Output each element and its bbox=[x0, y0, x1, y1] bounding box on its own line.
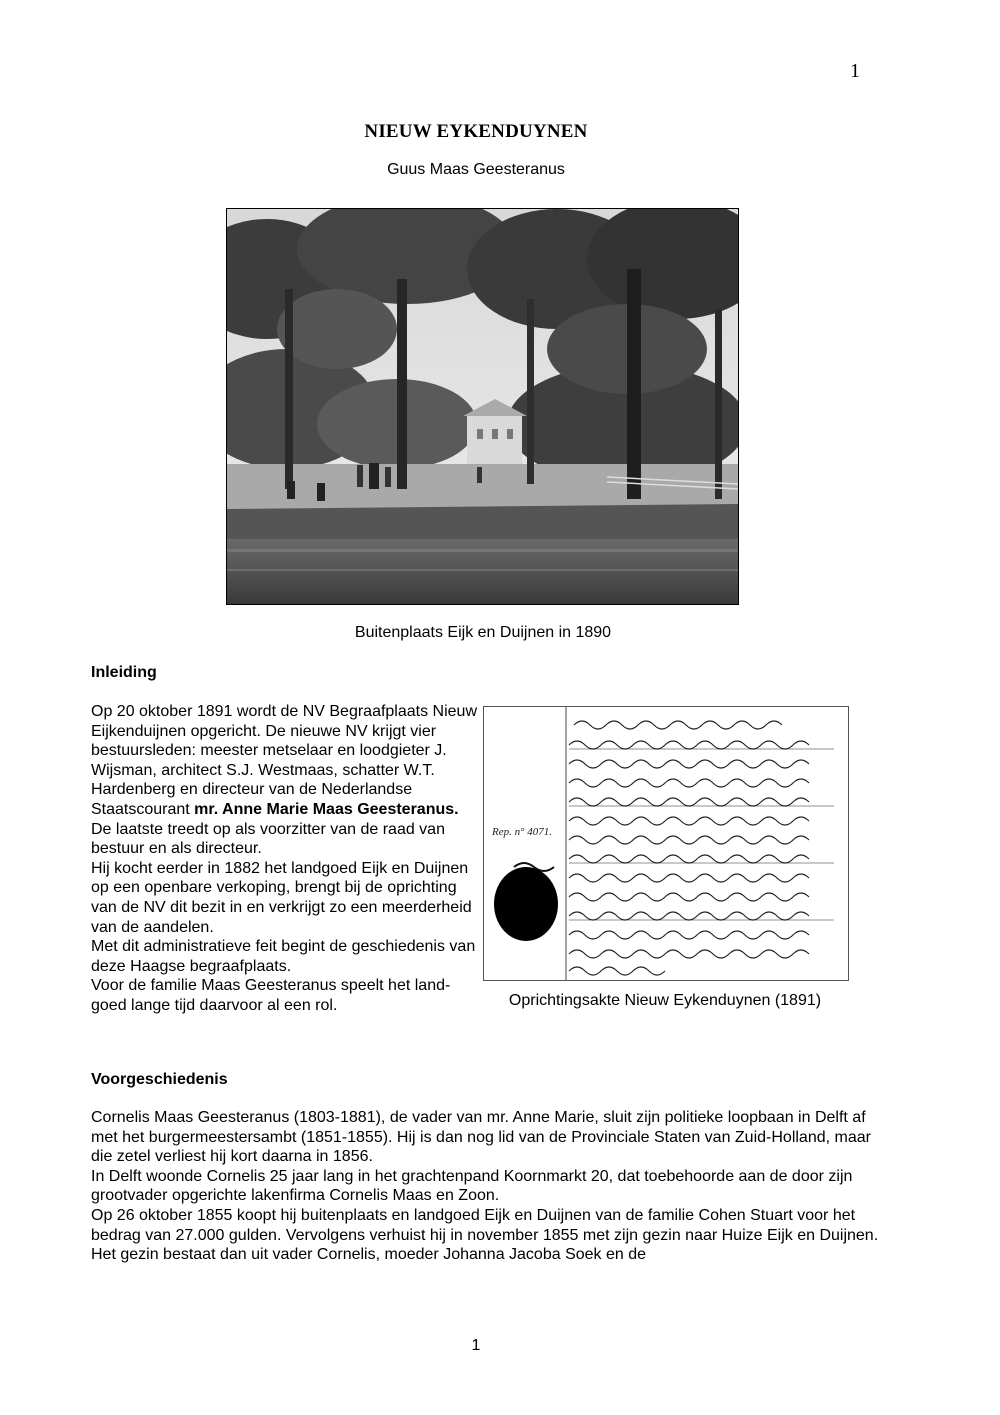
section-heading-inleiding: Inleiding bbox=[91, 664, 157, 681]
section-heading-voorgeschiedenis: Voorgeschiedenis bbox=[91, 1071, 228, 1088]
intro-p1-end: De laatste treedt op als voorzitter van de raad van bestuur en als directeur. bbox=[91, 820, 445, 858]
page-number-top: 1 bbox=[850, 60, 860, 82]
intro-paragraph-2: Hij kocht eerder in 1882 het landgoed Eijk en Duijnen op een openbare verkoping, brengt bij de oprichting van de NV dit bezit in en verkrijgt zo een meerderheid van de aandelen. bbox=[91, 859, 472, 936]
founding-deed-caption: Oprichtingsakte Nieuw Eykenduynen (1891) bbox=[508, 992, 822, 1009]
intro-paragraph-1 bbox=[91, 702, 481, 859]
intro-paragraph-3: Met dit administratieve feit begint de geschiedenis van deze Haagse begraafplaats. bbox=[91, 938, 476, 975]
intro-p1-start: Op 20 oktober 1891 wordt de NV Begraafplaats Nieuw Eijkenduijnen opgericht. De nieuwe NV krijgt vier bestuursleden: meester metselaar en loodgieter J. Wijsman, architect S.J. Westmaas, schatter W.T. Hardenberg en directeur van de Nederlandse Staatscourant bbox=[91, 703, 478, 818]
handwritten-deed-illustration bbox=[484, 707, 848, 980]
wax-seal-icon bbox=[494, 867, 558, 941]
intro-paragraph-4: Voor de familie Maas Geesteranus speelt het land-goed lange tijd daarvoor al een rol. bbox=[91, 977, 451, 1014]
document-author: Guus Maas Geesteranus bbox=[387, 161, 565, 178]
page-number-bottom: 1 bbox=[471, 1337, 481, 1354]
voorgeschiedenis-paragraph-2: In Delft woonde Cornelis 25 jaar lang in het grachtenpand Koornmarkt 20, dat toebehoorde aan de door zijn grootvader opgerichte lakenfirma Cornelis Maas en Zoon. bbox=[91, 1167, 853, 1205]
intro-text bbox=[91, 702, 481, 1016]
estate-photo bbox=[226, 208, 739, 605]
estate-photo-illustration bbox=[227, 209, 738, 604]
intro-p1-bold-name: mr. Anne Marie Maas Geesteranus. bbox=[194, 800, 459, 818]
voorgeschiedenis-paragraph-1: Cornelis Maas Geesteranus (1803-1881), de vader van mr. Anne Marie, sluit zijn politieke loopbaan in Delft af met het burgermeestersambt (1851-1855). Hij is dan nog lid van de Provinciale Staten van Zuid-Holland, maar die zetel verliest hij kort daarna in 1856. bbox=[91, 1109, 871, 1166]
document-title: NIEUW EYKENDUYNEN bbox=[364, 121, 588, 142]
deed-margin-note: Rep. n° 4071. bbox=[492, 826, 553, 838]
voorgeschiedenis-text bbox=[91, 1108, 881, 1265]
estate-photo-caption: Buitenplaats Eijk en Duijnen in 1890 bbox=[354, 624, 612, 641]
voorgeschiedenis-paragraph-3: Op 26 oktober 1855 koopt hij buitenplaats en landgoed Eijk en Duijnen van de familie Cohen Stuart voor het bedrag van 27.000 gulden. Vervolgens verhuist hij in november 1855 met zijn gezin naar Huize Eijk en Duijnen. Het gezin bestaat dan uit vader Cornelis, moeder Johanna Jacoba Soek en de bbox=[91, 1206, 879, 1264]
founding-deed-image bbox=[483, 706, 849, 981]
